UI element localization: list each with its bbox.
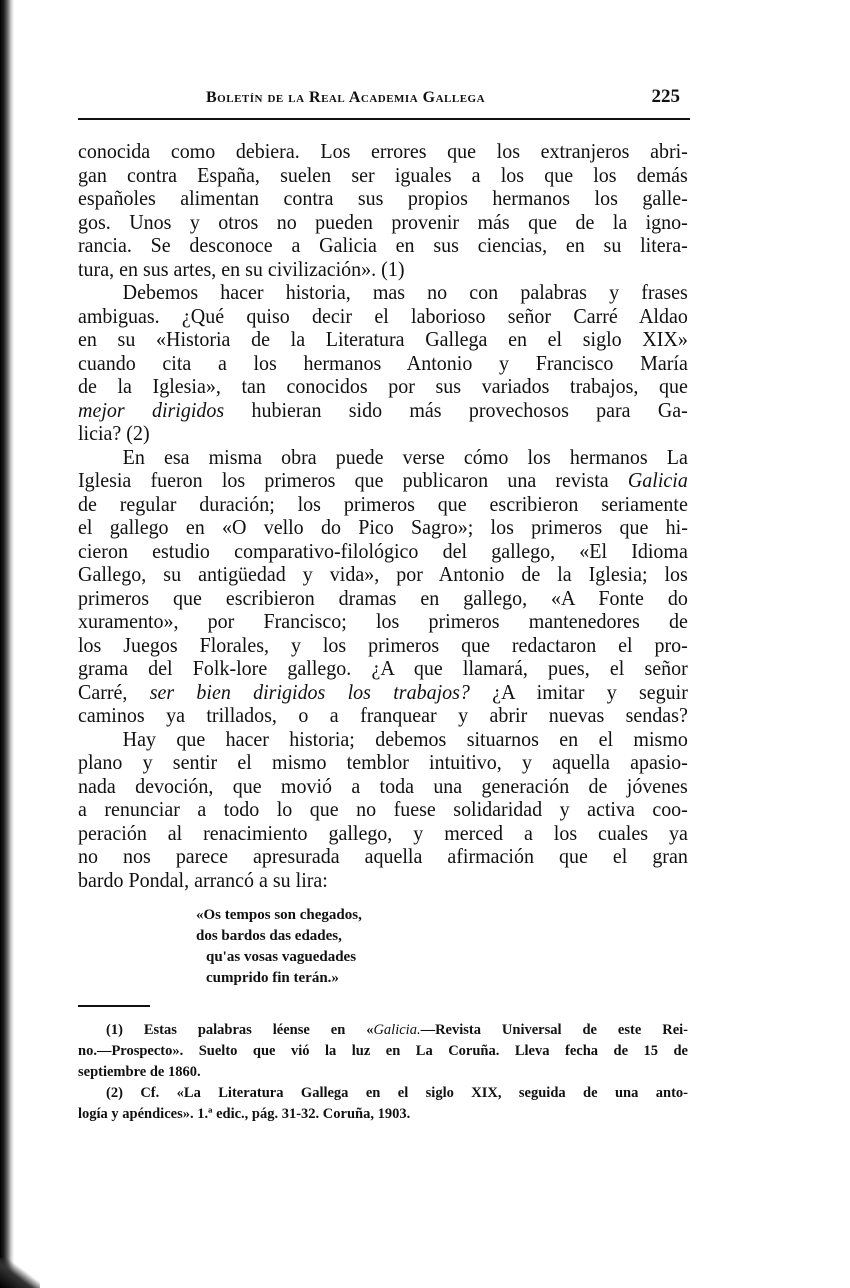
text-segment: los Juegos Florales, y los primeros que redactaron el pro-	[78, 632, 688, 657]
text-line	[78, 164, 688, 188]
text-segment: caminos ya trillados, o a franquear y abrir nuevas sendas?	[78, 703, 688, 727]
text-segment: grama del Folk-lore gallego. ¿A que llamará, pues, el señor	[78, 656, 688, 680]
footnotes	[78, 1020, 688, 1125]
footnote-line	[78, 1104, 688, 1125]
text-line	[78, 187, 688, 211]
text-segment: peración al renacimiento gallego, y merced a los cuales ya	[78, 820, 688, 845]
text-segment: ambiguas. ¿Qué quiso decir el laborioso señor Carré Aldao	[78, 303, 688, 328]
text-segment: a renunciar a todo lo que no fuese solidaridad y activa coo-	[78, 797, 688, 821]
text-segment: logía y apéndices». 1.ª edic., pág. 31-32. Coruña, 1903.	[78, 1106, 411, 1122]
text-line	[78, 681, 688, 705]
text-line	[78, 540, 688, 564]
text-line	[78, 610, 688, 634]
text-line	[78, 399, 688, 423]
text-line	[78, 728, 688, 752]
italic-text: mejor dirigidos	[78, 397, 225, 422]
text-line	[78, 258, 688, 282]
text-line	[78, 281, 688, 305]
text-line	[78, 375, 688, 399]
text-segment: (2) Cf. «La Literatura Gallega en el siglo XIX, seguida de una anto-	[106, 1085, 688, 1101]
scan-border	[0, 0, 14, 1288]
text-line	[78, 446, 688, 470]
text-segment: Debemos hacer historia, mas no con palabras y frases	[122, 280, 688, 304]
text-segment: primeros que escribieron dramas en gallego, «A Fonte do	[78, 585, 688, 610]
text-line	[78, 822, 688, 846]
text-segment: Gallego, su antigüedad y vida», por Antonio de la Iglesia; los	[78, 562, 688, 586]
text-line	[78, 634, 688, 658]
text-segment: no nos parece apresurada aquella afirmación que el gran	[78, 844, 688, 868]
page-header	[78, 84, 690, 120]
text-segment: de la Iglesia», tan conocidos por sus variados trabajos, que	[78, 374, 688, 398]
text-line	[78, 563, 688, 587]
footnote-line	[78, 1083, 688, 1104]
verse-line: cumprido fin terán.»	[206, 970, 339, 986]
verse-line: dos bardos das edades,	[196, 928, 342, 944]
text-segment: hubieran sido más provechosos para Ga-	[224, 397, 688, 422]
text-segment: no.—Prospecto». Suelto que vió la luz en La Coruña. Lleva fecha de 15 de	[78, 1043, 688, 1059]
text-segment: ¿A imitar y seguir	[469, 679, 688, 704]
text-line	[78, 140, 688, 164]
footnote-line	[78, 1062, 688, 1083]
footnote-line	[78, 1041, 688, 1062]
text-segment: Iglesia fueron los primeros que publicaron una revista	[78, 468, 628, 492]
text-segment: —Revista Universal de este Rei-	[420, 1022, 688, 1038]
text-segment: gan contra España, suelen ser iguales a los que los demás	[78, 162, 688, 187]
text-segment: Carré,	[78, 679, 150, 704]
text-segment: cieron estudio comparativo-filológico del gallego, «El Idioma	[78, 538, 688, 563]
text-line	[78, 211, 688, 235]
text-segment: cuando cita a los hermanos Antonio y Francisco María	[78, 350, 688, 375]
text-line	[78, 869, 688, 893]
text-segment: (1) Estas palabras léense en «	[106, 1022, 374, 1038]
text-line	[78, 704, 688, 728]
running-title: Boletín de la Real Academia Gallega	[206, 89, 486, 106]
text-line	[78, 516, 688, 540]
footnote-line	[78, 1020, 688, 1041]
verse-line: qu'as vosas vaguedades	[206, 949, 357, 965]
text-line	[78, 305, 688, 329]
scan-corner-shadow	[0, 1258, 40, 1288]
verse-line: «Os tempos son chegados,	[196, 907, 362, 923]
text-segment: plano y sentir el mismo temblor intuitivo, y aquella apasio-	[78, 750, 688, 774]
text-segment: rancia. Se desconoce a Galicia en sus ciencias, en su litera-	[78, 233, 688, 257]
text-line	[78, 328, 688, 352]
text-line	[78, 352, 688, 376]
text-segment: el gallego en «O vello do Pico Sagro»; los primeros que hi-	[78, 515, 688, 539]
italic-text: ser bien dirigidos los trabajos?	[149, 679, 470, 704]
page-number: 225	[651, 86, 680, 107]
text-line	[78, 493, 688, 517]
text-line	[78, 657, 688, 681]
italic-text: Galicia	[627, 468, 688, 492]
verse-quote	[196, 905, 362, 989]
text-segment: En esa misma obra puede verse cómo los hermanos La	[122, 444, 688, 469]
text-segment: nada devoción, que movió a toda una generación de jóvenes	[78, 773, 688, 798]
text-segment: de regular duración; los primeros que escribieron seriamente	[78, 491, 688, 516]
text-segment: españoles alimentan contra sus propios hermanos los galle-	[78, 186, 688, 210]
italic-text: Galicia.	[373, 1022, 421, 1038]
text-segment: septiembre de 1860.	[78, 1064, 201, 1080]
text-segment: gos. Unos y otros no pueden provenir más que de la igno-	[78, 209, 688, 234]
text-segment: en su «Historia de la Literatura Gallega en el siglo XIX»	[78, 327, 688, 351]
text-segment: conocida como debiera. Los errores que los extranjeros abri-	[78, 139, 688, 163]
text-line	[78, 751, 688, 775]
text-line	[78, 798, 688, 822]
text-segment: tura, en sus artes, en su civilización». (1)	[78, 256, 405, 281]
text-segment: Hay que hacer historia; debemos situarnos en el mismo	[122, 726, 688, 751]
footnote-divider	[78, 1005, 150, 1007]
text-line	[78, 422, 688, 446]
text-line	[78, 845, 688, 869]
text-line	[78, 469, 688, 493]
text-segment: xuramento», por Francisco; los primeros mantenedores de	[78, 609, 688, 633]
text-segment: bardo Pondal, arrancó a su lira:	[78, 867, 328, 892]
text-line	[78, 587, 688, 611]
body-text	[78, 140, 688, 892]
text-line	[78, 775, 688, 799]
text-line	[78, 234, 688, 258]
text-segment: licia? (2)	[78, 421, 150, 445]
